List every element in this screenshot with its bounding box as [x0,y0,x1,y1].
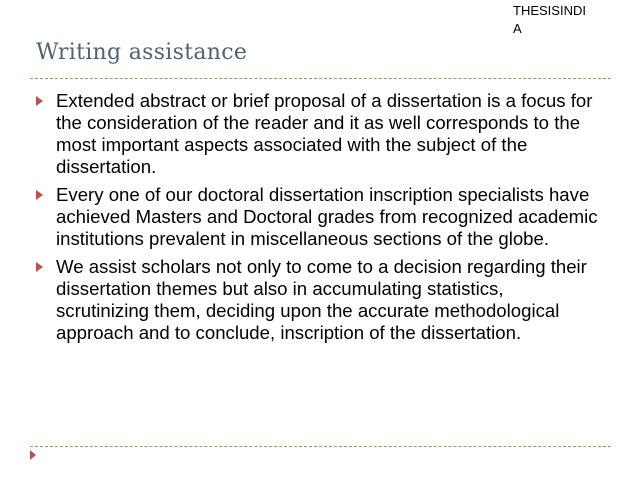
title-divider [30,78,611,79]
bullet-list [36,90,601,350]
bullet-item [36,90,601,178]
triangle-right-icon [36,96,43,106]
bullet-item [36,184,601,250]
footer-divider [30,446,611,447]
bullet-text: We assist scholars not only to come to a decision regarding their dissertation themes but also in accumulating statistics, scrutinizing them, deciding upon the accurate methodological approach and to conclude, inscription of the dissertation. [56,256,587,343]
bullet-item [36,256,601,344]
bullet-text: Extended abstract or brief proposal of a dissertation is a focus for the consideration of the reader and it as well corresponds to the most important aspects associated with the subject of the dissertation. [56,90,593,177]
triangle-right-icon [36,262,43,272]
bullet-text: Every one of our doctoral dissertation inscription specialists have achieved Masters and Doctoral grades from recognized academic institutions prevalent in miscellaneous sections of the globe. [56,184,598,249]
brand-text: THESISINDIA [513,3,586,36]
triangle-right-icon [36,190,43,200]
footer-triangle-icon [30,450,36,460]
slide-title: Writing assistance [36,40,248,65]
